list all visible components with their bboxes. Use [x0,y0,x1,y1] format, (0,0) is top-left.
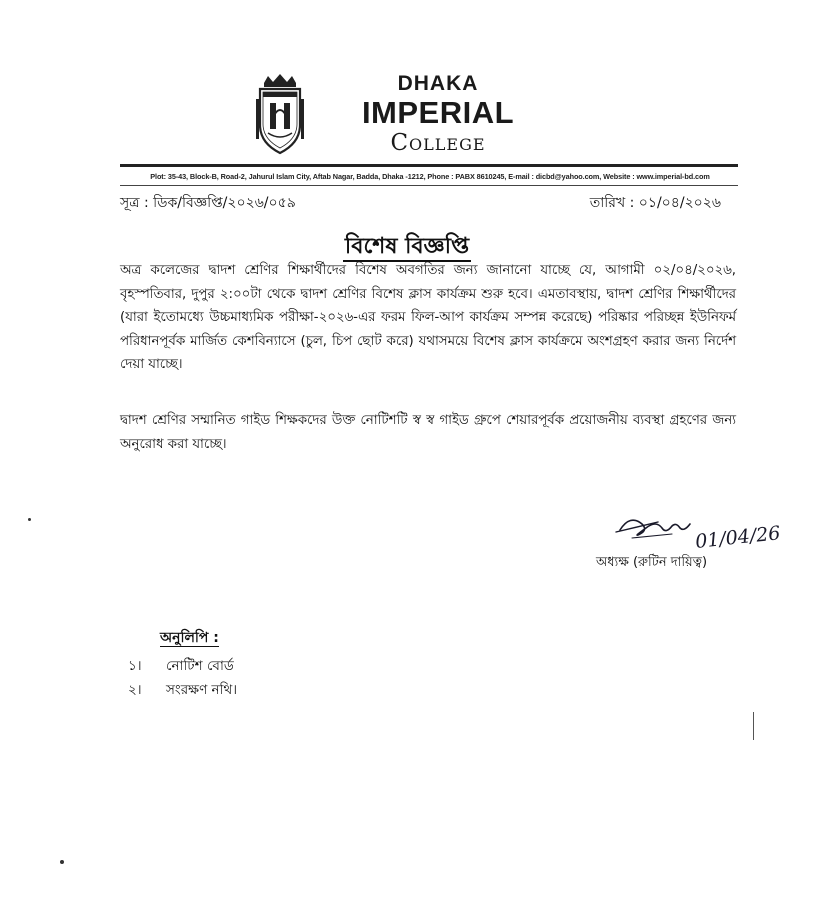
copies-heading-wrapper [160,626,219,650]
copies-list [128,654,237,702]
list-item-number: ২। [128,682,142,698]
reference-number: সূত্র : ডিক/বিজ্ঞপ্তি/২০২৬/০৫৯ [120,195,296,211]
copies-heading: অনুলিপি : [160,630,219,646]
body-paragraph-2: দ্বাদশ শ্রেণির সম্মানিত গাইড শিক্ষকদের উক্ত নোটিশটি স্ব স্ব গাইড গ্রুপে শেয়ারপূর্বক প্রয়োজনীয় ব্যবস্থা গ্রহণের জন্য অনুরোধ করা যাচ্ছে। [120,413,736,452]
scan-mark [753,712,754,740]
list-item [128,654,237,678]
signatory-designation: অধ্যক্ষ (রুটিন দায়িত্ব) [596,555,708,570]
letterhead-divider-thick [120,164,738,167]
list-item [128,678,237,702]
list-item-text: নোটিশ বোর্ড [166,658,234,674]
college-name-line1: DHAKA [397,72,479,95]
college-name-line3: College [390,130,486,156]
list-item-text: সংরক্ষণ নথি। [166,682,238,698]
college-name-block [348,72,528,156]
college-name-line2: IMPERIAL [361,95,515,130]
college-address: Plot: 35-43, Block-B, Road-2, Jahurul Islam City, Aftab Nagar, Badda, Dhaka -1212, Phone : PABX 8610245, E-mail : dicbd@yahoo.com, Website : www.imperial-bd.com [150,172,710,181]
body-paragraph-1: অত্র কলেজের দ্বাদশ শ্রেণির শিক্ষার্থীদের বিশেষ অবগতির জন্য জানানো যাচ্ছে যে, আগামী ০২/০৪/২০২৬, বৃহস্পতিবার, দুপুর ২:০০টা থেকে দ্বাদশ শ্রেণির বিশেষ ক্লাস কার্যক্রম শুরু হবে। এমতাবস্থায়, দ্বাদশ শ্রেণির শিক্ষার্থীদের (যারা ইতোমধ্যে উচ্চমাধ্যমিক পরীক্ষা-২০২৬-এর ফরম ফিল-আপ কার্যক্রম সম্পন্ন করেছে) পরিষ্কার পরিচ্ছন্ন ইউনিফর্ম পরিধানপূর্বক মার্জিত কেশবিন্যাসে (চুল, চিপ ছোট করে) যথাসময়ে বিশেষ ক্লাস কার্যক্রমে অংশগ্রহণ করার জন্য নির্দেশ দেয়া যাচ্ছে। [120,263,736,372]
letterhead-divider-thin [120,185,738,186]
college-crest-logo [218,73,342,157]
list-item-number: ১। [128,658,142,674]
scan-speck [60,860,64,864]
scan-speck [28,518,31,521]
notice-date: তারিখ : ০১/০৪/২০২৬ [589,195,721,211]
signature-date: 01/04/26 [694,522,782,553]
notice-title: বিশেষ বিজ্ঞপ্তি [343,234,471,262]
